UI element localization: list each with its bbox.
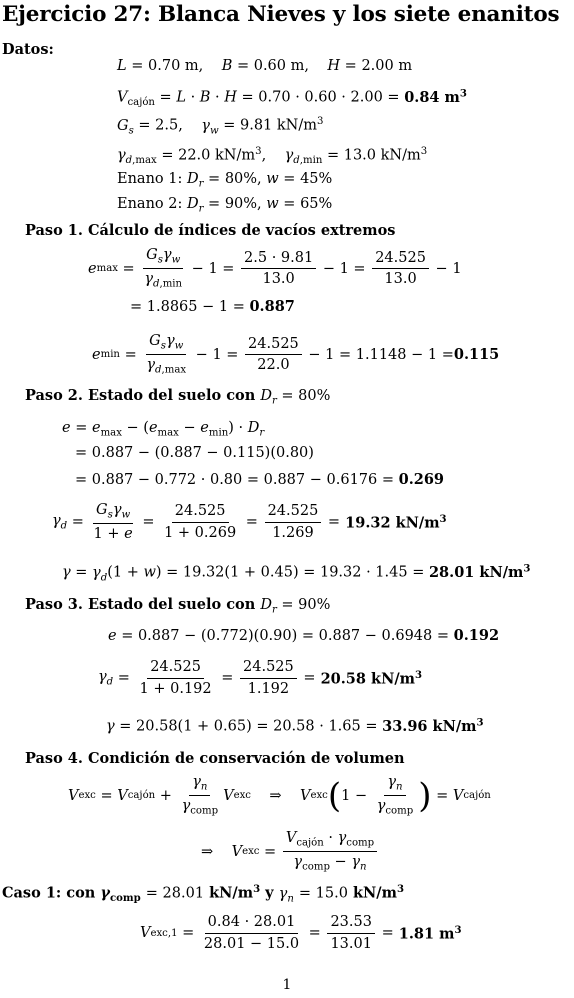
datos-label: Datos: xyxy=(2,41,54,58)
equation-gamma3: γ = 20.58(1 + 0.65) = 20.58 · 1.65 = 33.96 $kN/m^3$ xyxy=(106,716,484,735)
equation-volume-conservation: V exc = V cajón + $\frac{\gamma_n}{\gamma_{comp}}$ V exc ⇒ V exc ( 1 − $\frac{\gamma_n}{\gamma_{comp}}$ ) = V cajón xyxy=(68,774,491,817)
equation-e2-line2: = 0.887 − (0.887 − 0.115)(0.80) xyxy=(75,445,314,461)
step-3-heading: Paso 3. Estado del suelo con $D_r = 90\%$ xyxy=(25,596,331,616)
equation-emin: e min = $\frac{G_s\gamma_w}{\gamma_{d,max}}$ − 1 = $\frac{24.525}{22.0}$ − 1 = 1.1148 − 1 = 0.115 xyxy=(92,333,500,376)
equation-gd3: $\gamma_d$ = $\frac{24.525}{1 + 0.192}$ = $\frac{24.525}{1.192}$ = 20.58 $kN/m^3$ xyxy=(98,659,423,697)
step-4-heading: Paso 4. Condición de conservación de volumen xyxy=(25,750,405,767)
step-1-heading: Paso 1. Cálculo de índices de vacíos extremos xyxy=(25,222,396,239)
page-number: 1 xyxy=(282,977,292,993)
data-line-dims: L = 0.70 m, B = 0.60 m, H = 2.00 m xyxy=(117,58,413,74)
equation-vexc1: V exc,1 = $\frac{0.84 \cdot 28.01}{28.01 - 15.0}$ = $\frac{23.53}{13.01}$ = 1.81 $m^3$ xyxy=(140,914,462,952)
data-line-enano2: Enano 2: $D_r = 90\%$, w = 65% xyxy=(117,196,333,215)
data-line-vcajon: $V_{cajón} = L \cdot B \cdot H = 0.70 \cdot 0.60 \cdot 2.00 = 0.84$ $m^3$ xyxy=(117,87,467,109)
case-1-heading: Caso 1: con $\gamma_{comp} = 28.01$ $kN/m^3$ y $\gamma_n = 15.0$ $kN/m^3$ xyxy=(2,883,404,905)
data-line-gammas: $\gamma_{d,max} = 22.0$ $kN/m^3$, $\gamma_{d,min} = 13.0$ $kN/m^3$ xyxy=(117,146,428,167)
data-line-gs: $G_s = 2.5$, $\gamma_w = 9.81$ $kN/m^3$ xyxy=(117,116,324,137)
equation-e2-line1: $e = e_{max} - (e_{max} - e_{min}) \cdot D_r$ xyxy=(62,420,265,439)
equation-gd2: $\gamma_d$ = $\frac{G_s\gamma_w}{1 + e}$ = $\frac{24.525}{1 + 0.269}$ = $\frac{24.525}{1.269}$ = 19.32 $kN/m^3$ xyxy=(52,502,447,543)
equation-emax-result: = 1.8865 − 1 = 0.887 xyxy=(130,298,295,315)
step-2-heading: Paso 2. Estado del suelo con $D_r = 80\%$ xyxy=(25,387,331,407)
equation-e2-line3: = 0.887 − 0.772 · 0.80 = 0.887 − 0.6176 = 0.269 xyxy=(75,471,445,488)
data-line-enano1: Enano 1: $D_r = 80\%$, w = 45% xyxy=(117,171,333,190)
equation-gamma2: $\gamma = \gamma_d(1 + w) = 19.32(1 + 0.45) = 19.32 \cdot 1.45 = 28.01$ $kN/m^3$ xyxy=(62,562,531,584)
page-title: Ejercicio 27: Blanca Nieves y los siete enanitos xyxy=(2,2,560,27)
equation-vexc-formula: ⇒ V exc = $\frac{V_{cajón} \cdot \gamma_{comp}}{\gamma_{comp} - \gamma_n}$ xyxy=(201,830,379,873)
equation-e3: e = 0.887 − (0.772)(0.90) = 0.887 − 0.6948 = 0.192 xyxy=(108,627,500,644)
equation-emax: e max = $\frac{G_s\gamma_w}{\gamma_{d,min}}$ − 1 = $\frac{2.5 \cdot 9.81}{13.0}$ − 1 = $\frac{24.525}{13.0}$ − 1 xyxy=(88,247,462,290)
